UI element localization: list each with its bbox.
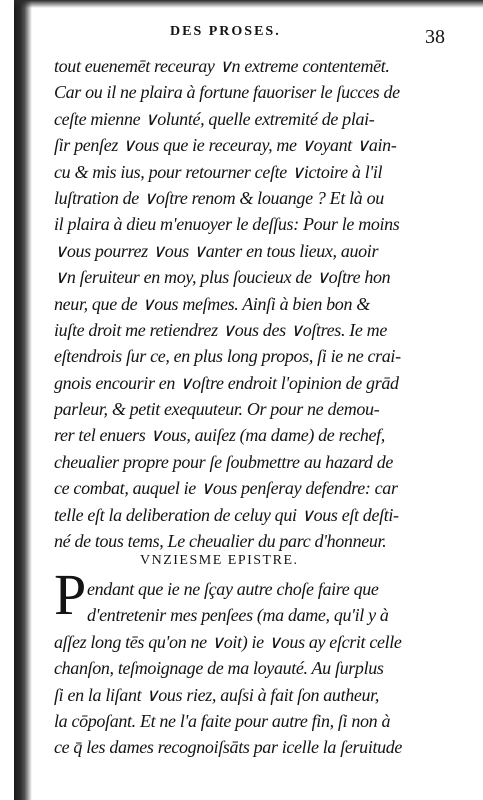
- text-line: parleur, & petit exequuteur. Or pour ne demou-: [54, 399, 380, 420]
- text-line: eſtendrois ſur ce, en plus long propos, ſi ie ne crai-: [54, 346, 401, 367]
- letter-end-text: [54, 53, 464, 554]
- text-line: aſſez long tēs qu'on ne ∨oit) ie ∨ous ay eſcrit celle: [54, 631, 402, 652]
- page-gutter-shadow: [14, 0, 32, 800]
- text-line: ceſte mienne ∨olunté, quelle extremité de plai-: [54, 108, 375, 129]
- epistle-title: VNZIESME EPISTRE.: [140, 553, 299, 568]
- text-line: telle eſt la deliberation de celuy qui ∨ous eſt deſti-: [54, 504, 399, 525]
- text-line: luſtration de ∨oſtre renom & louange ? Et là ou: [54, 187, 384, 208]
- text-line: ce q̄ les dames recognoiſsāts par icelle la ſeruitude: [54, 737, 403, 758]
- text-line: ſi en la liſant ∨ous riez, auſsi à fait ſon autheur,: [54, 684, 379, 705]
- text-line: la cōpoſant. Et ne l'a faite pour autre fin, ſi non à: [54, 710, 391, 731]
- text-line: iuſte droit me retiendrez ∨ous des ∨oſtres. Ie me: [54, 319, 387, 340]
- text-line: d'entretenir mes penſees (ma dame, qu'il y à: [87, 605, 389, 626]
- text-line: il plaira à dieu m'enuoyer le deſſus: Pour le moins: [54, 214, 400, 235]
- page-number: 38: [425, 26, 445, 48]
- text-line: ∨ous pourrez ∨ous ∨anter en tous lieux, auoir: [54, 240, 379, 261]
- text-line: Car ou il ne plaira à fortune fauoriser le ſucces de: [54, 82, 400, 103]
- text-line: ſir penſez ∨ous que ie receuray, me ∨oyant ∨ain-: [54, 135, 397, 156]
- text-line: cheualier propre pour ſe ſoubmettre au hazard de: [54, 451, 393, 472]
- drop-cap-letter: P: [54, 562, 87, 627]
- page-top-shadow: [14, 0, 483, 8]
- text-line: ∨n ſeruiteur en moy, plus ſoucieux de ∨oſtre hon: [54, 267, 391, 288]
- text-line: neur, que de ∨ous meſmes. Ainſi à bien bon &: [54, 293, 370, 314]
- epistle-text: [54, 576, 464, 761]
- text-line: cu & mis ius, pour retourner ceſte ∨ictoire à l'il: [54, 161, 383, 182]
- text-line: chanſon, teſmoignage de ma loyauté. Au ſurplus: [54, 658, 384, 679]
- text-line: ce combat, auquel ie ∨ous penſeray defendre: car: [54, 478, 398, 499]
- text-line: rer tel enuers ∨ous, auiſez (ma dame) de rechef,: [54, 425, 385, 446]
- text-line: gnois encourir en ∨oſtre endroit l'opinion de grād: [54, 372, 399, 393]
- text-line: endant que ie ne ſçay autre choſe faire que: [87, 579, 379, 599]
- running-head: DES PROSES.: [170, 24, 281, 39]
- text-line: né de tous tems, Le cheualier du parc d'honneur.: [54, 531, 387, 552]
- text-line: tout euenemēt receuray ∨n extreme contentemēt.: [54, 56, 390, 76]
